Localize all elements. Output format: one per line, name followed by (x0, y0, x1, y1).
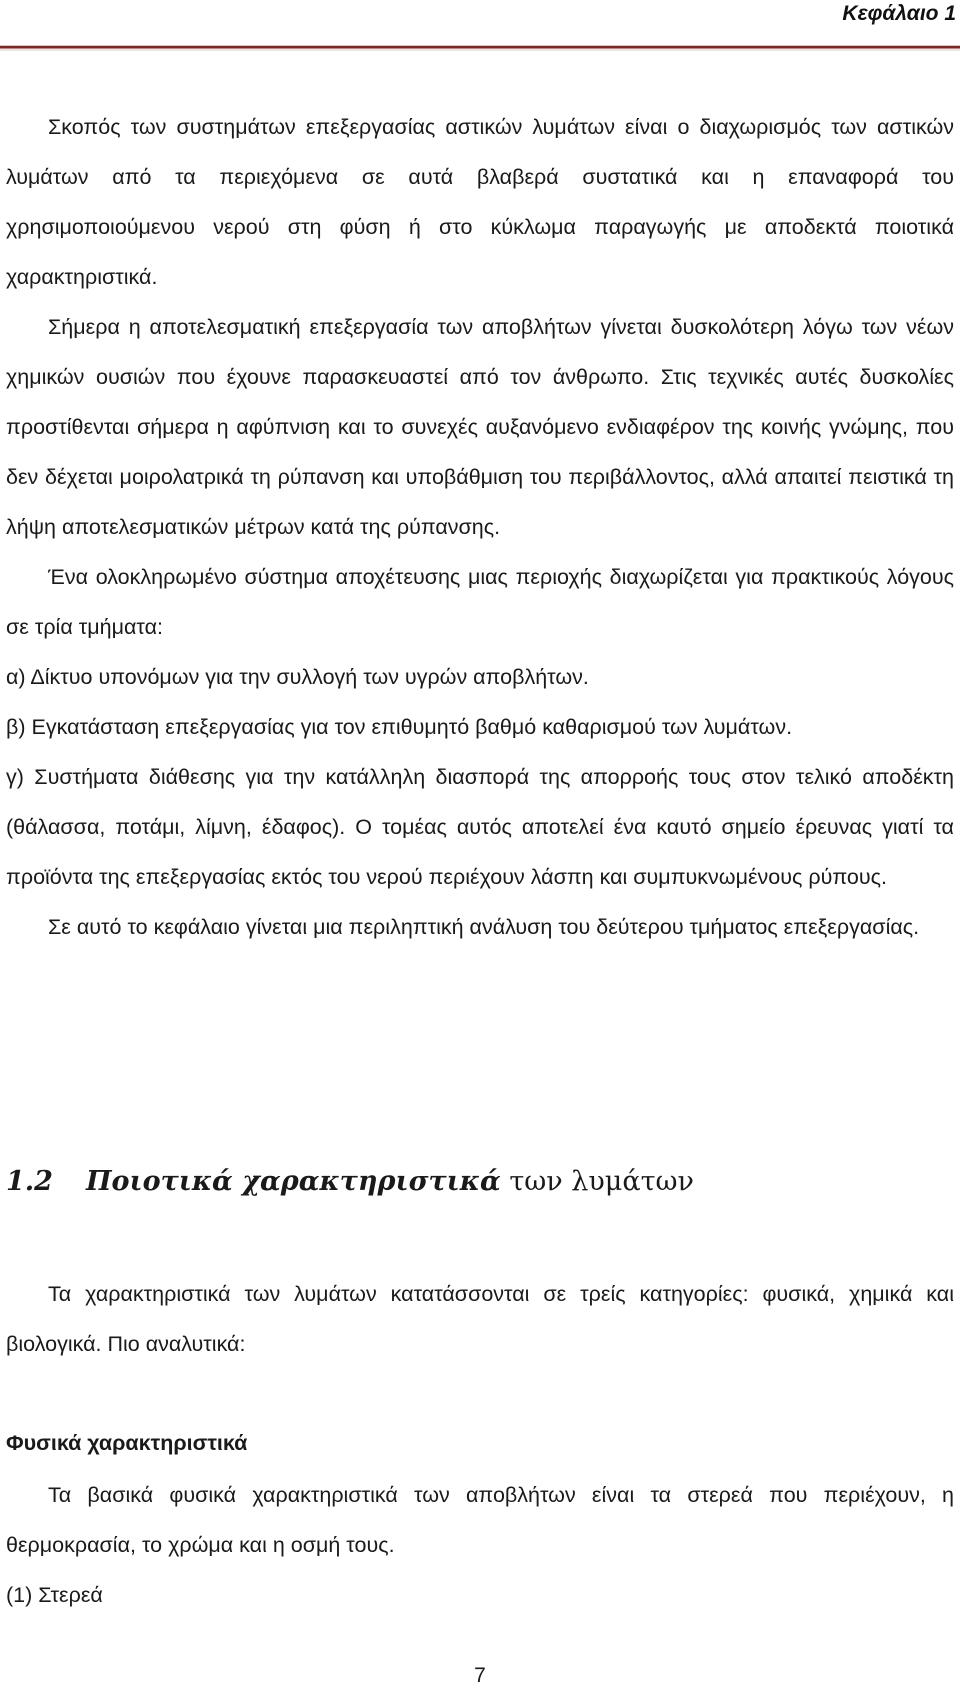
list-item-a: α) Δίκτυο υπονόμων για την συλλογή των υγρών αποβλήτων. (6, 665, 589, 689)
page-number: 7 (474, 1664, 486, 1687)
paragraph-chapter-note: Σε αυτό το κεφάλαιο γίνεται μια περιληπτική ανάλυση του δεύτερου τμήματος επεξεργασίας. (48, 915, 920, 939)
paragraph-section-intro: Τα χαρακτηριστικά των λυμάτων κατατάσσονται σε τρείς κατηγορίες: φυσικά, χημικά και βιολογικά. Πιο αναλυτικά: (6, 1282, 954, 1356)
section-title-emphasis: Ποιοτικά χαρακτηριστικά (86, 1166, 501, 1197)
section-heading (6, 1162, 694, 1202)
paragraph-difficulties: Σήμερα η αποτελεσματική επεξεργασία των αποβλήτων γίνεται δυσκολότερη λόγω των νέων χημικών ουσιών που έχουνε παρασκευαστεί από τον άνθρωπο. Στις τεχνικές αυτές δυσκολίες προστίθενται σήμερα η αφύπνιση και το συνεχές αυξανόμενο ενδιαφέρον της κοινής γνώμης, που δεν δέχεται μοιρολατρικά τη ρύπανση και υποβάθμιση του περιβάλλοντος, αλλά απαιτεί πειστικά τη λήψη αποτελεσματικών μέτρων κατά της ρύπανσης. (6, 315, 954, 539)
list-item-b: β) Εγκατάσταση επεξεργασίας για τον επιθυμητό βαθμό καθαρισμού των λυμάτων. (6, 715, 793, 739)
running-header-chapter: Κεφάλαιο 1 (842, 2, 956, 25)
section-intro-block (6, 1269, 954, 1369)
list-item-c: γ) Συστήματα διάθεσης για την κατάλληλη διασπορά της απορροής τους στον τελικό αποδέκτη (θάλασσα, ποτάμι, λίμνη, έδαφος). Ο τομέας αυτός αποτελεί ένα καυτό σημείο έρευνας γιατί τα προϊόντα της επεξεργασίας εκτός του νερού περιέχουν λάσπη και συμπυκνωμένους ρύπους. (6, 765, 954, 889)
section-number: 1.2 (6, 1166, 53, 1197)
paragraph-physical: Τα βασικά φυσικά χαρακτηριστικά των αποβλήτων είναι τα στερεά που περιέχουν, η θερμοκρασία, το χρώμα και η οσμή τους. (6, 1483, 954, 1557)
section-title-rest: των λυμάτων (509, 1166, 694, 1197)
paragraph-system-parts: Ένα ολοκληρωμένο σύστημα αποχέτευσης μιας περιοχής διαχωρίζεται για πρακτικούς λόγους σε τρία τμήματα: (6, 565, 954, 639)
header-divider (0, 45, 960, 51)
subheading-physical: Φυσικά χαρακτηριστικά (6, 1431, 248, 1455)
paragraph-purpose: Σκοπός των συστημάτων επεξεργασίας αστικών λυμάτων είναι ο διαχωρισμός των αστικών λυμάτων από τα περιεχόμενα σε αυτά βλαβερά συστατικά και η επαναφορά του χρησιμοποιούμενου νερού στη φύση ή στο κύκλωμα παραγωγής με αποδεκτά ποιοτικά χαρακτηριστικά. (6, 115, 954, 289)
list-item-solids: (1) Στερεά (6, 1583, 103, 1607)
physical-text-block (6, 1470, 954, 1620)
body-text-block (6, 102, 954, 952)
